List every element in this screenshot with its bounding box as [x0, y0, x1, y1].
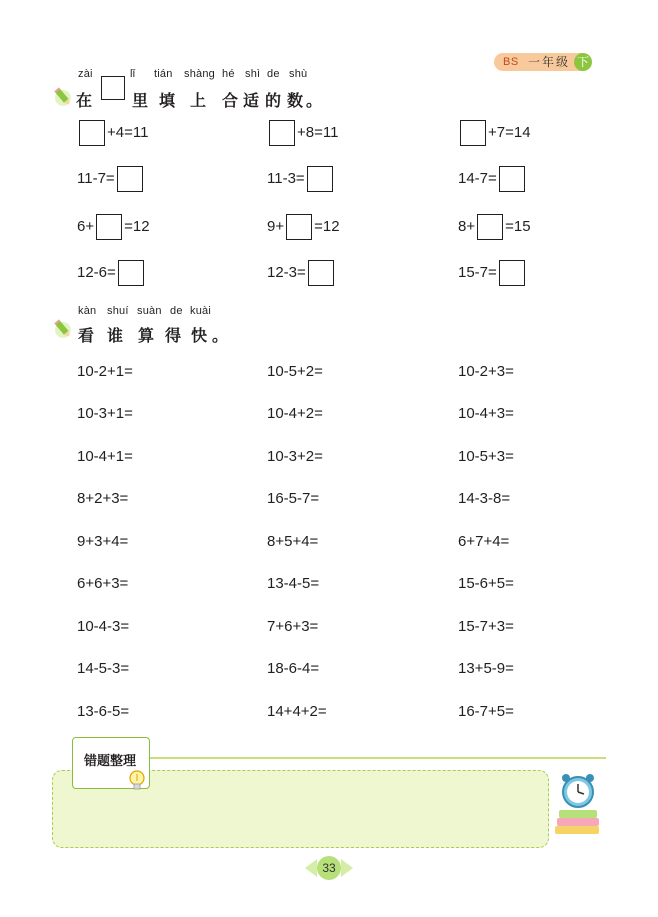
expression: 16-5-7= [267, 490, 320, 507]
divider [150, 757, 606, 759]
expression: 10-3+1= [77, 405, 133, 422]
title-char: 算 [138, 328, 155, 345]
equation: +4=11 [77, 118, 148, 148]
equation: 12-3= [267, 258, 336, 288]
pinyin: tián [154, 68, 173, 80]
pinyin: shù [289, 68, 308, 80]
pencil-icon [52, 318, 74, 340]
expression: 18-6-4= [267, 660, 320, 677]
expression: 6+6+3= [77, 575, 129, 592]
answer-box[interactable] [499, 166, 525, 192]
expression: 10-4+1= [77, 448, 133, 465]
page-number: 33 [317, 856, 341, 880]
expression: 6+7+4= [458, 533, 510, 550]
lightbulb-icon [126, 768, 148, 792]
expression: 10-4+3= [458, 405, 514, 422]
grade-label: 一年级 [528, 55, 571, 69]
title-char: 在 [76, 93, 93, 110]
answer-box[interactable] [499, 260, 525, 286]
pinyin: hé [222, 68, 235, 80]
answer-box[interactable] [286, 214, 312, 240]
answer-box[interactable] [118, 260, 144, 286]
answer-box[interactable] [307, 166, 333, 192]
answer-box[interactable] [308, 260, 334, 286]
title-char: 适 [243, 93, 260, 110]
expression: 13-4-5= [267, 575, 320, 592]
expression: 16-7+5= [458, 703, 514, 720]
grade-badge [494, 53, 590, 71]
answer-box[interactable] [117, 166, 143, 192]
answer-box-sample [101, 76, 125, 100]
expression: 9+3+4= [77, 533, 129, 550]
equation: 11-3= [267, 164, 335, 194]
equation: 6+ =12 [77, 212, 150, 242]
answer-box[interactable] [477, 214, 503, 240]
pinyin: kuài [190, 305, 211, 317]
answer-box[interactable] [269, 120, 295, 146]
expression: 15-6+5= [458, 575, 514, 592]
expression: 13+5-9= [458, 660, 514, 677]
title-char: 。 [306, 93, 323, 110]
equation: 15-7= [458, 258, 527, 288]
term-label: 下 [574, 53, 592, 71]
expression: 14+4+2= [267, 703, 327, 720]
publisher-code: BS [503, 56, 519, 68]
equation: 8+ =15 [458, 212, 531, 242]
equation: 12-6= [77, 258, 146, 288]
answer-box[interactable] [460, 120, 486, 146]
title-char: 上 [190, 93, 207, 110]
equation: +7=14 [458, 118, 531, 148]
expression: 10-2+3= [458, 363, 514, 380]
expression: 7+6+3= [267, 618, 319, 635]
title-char: 看 [78, 328, 95, 345]
title-char: 里 [132, 93, 149, 110]
pinyin: kàn [78, 305, 97, 317]
expression: 10-5+2= [267, 363, 323, 380]
pinyin: de [267, 68, 280, 80]
clock-books-icon [553, 772, 603, 838]
pinyin: shì [245, 68, 261, 80]
title-char: 。 [212, 328, 229, 345]
expression: 13-6-5= [77, 703, 130, 720]
expression: 10-4-3= [77, 618, 130, 635]
pinyin: zài [78, 68, 93, 80]
title-char: 谁 [107, 328, 124, 345]
pinyin: shuí [107, 305, 129, 317]
expression: 8+2+3= [77, 490, 129, 507]
expression: 14-5-3= [77, 660, 130, 677]
equation: 9+ =12 [267, 212, 340, 242]
title-char: 的 [265, 93, 282, 110]
pinyin: lǐ [130, 68, 136, 80]
pinyin: de [170, 305, 183, 317]
expression: 14-3-8= [458, 490, 511, 507]
equation: 14-7= [458, 164, 527, 194]
title-char: 填 [159, 93, 176, 110]
answer-box[interactable] [96, 214, 122, 240]
expression: 10-5+3= [458, 448, 514, 465]
answer-box[interactable] [79, 120, 105, 146]
title-char: 得 [165, 328, 182, 345]
equation: 11-7= [77, 164, 145, 194]
title-char: 快 [191, 328, 208, 345]
pinyin: suàn [137, 305, 162, 317]
expression: 10-2+1= [77, 363, 133, 380]
expression: 15-7+3= [458, 618, 514, 635]
expression: 8+5+4= [267, 533, 319, 550]
pinyin: shàng [184, 68, 215, 80]
expression: 10-3+2= [267, 448, 323, 465]
expression: 10-4+2= [267, 405, 323, 422]
equation: +8=11 [267, 118, 338, 148]
title-char: 数 [287, 93, 304, 110]
pencil-icon [52, 86, 74, 108]
mistake-label: 错题整理 [84, 753, 137, 768]
title-char: 合 [222, 93, 239, 110]
